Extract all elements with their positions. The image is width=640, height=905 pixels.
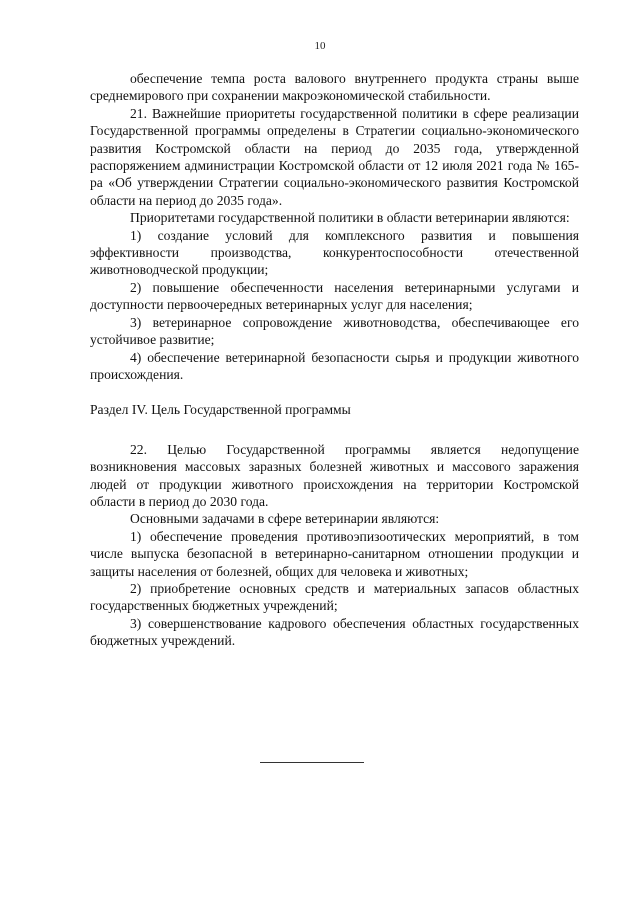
task-item-1: 1) обеспечение проведения противоэпизоотических мероприятий, в том числе выпуска безопасной в ветеринарно-санитарном отношении продукции и защиты населения от болезней, общих для человека и животных; — [90, 528, 579, 579]
task-item-3: 3) совершенствование кадрового обеспечения областных государственных бюджетных учреждений. — [90, 615, 579, 649]
priority-item-1: 1) создание условий для комплексного развития и повышения эффективности производства, конкурентоспособности отечественной животноводческой продукции; — [90, 227, 579, 278]
task-item-2: 2) приобретение основных средств и материальных запасов областных государственных бюджетных учреждений; — [90, 580, 579, 614]
page-number: 10 — [314, 40, 326, 52]
priority-item-4: 4) обеспечение ветеринарной безопасности сырья и продукции животного происхождения. — [90, 349, 579, 382]
priority-item-2: 2) повышение обеспеченности населения ветеринарными услугами и доступности первоочередных ветеринарных услуг для населения; — [90, 279, 579, 313]
paragraph-21: 21. Важнейшие приоритеты государственной политики в сфере реализации Государственной программы определены в Стратегии социально-экономического развития Костромской области на период до 2035 года, утвержденной распоряжением администрации Костромской области от 12 июля 2021 года № 165-ра «Об утверждении Стратегии социально-экономического развития Костромской области на период до 2035 года». — [90, 105, 579, 208]
end-divider — [260, 762, 364, 763]
paragraph-tasks-intro: Основными задачами в сфере ветеринарии являются: — [130, 511, 440, 527]
priority-item-3: 3) ветеринарное сопровождение животноводства, обеспечивающее его устойчивое развитие; — [90, 314, 579, 348]
section-heading: Раздел IV. Цель Государственной программы — [90, 402, 351, 418]
paragraph-continuation: обеспечение темпа роста валового внутреннего продукта страны выше среднемирового при сохранении макроэкономической стабильности. — [90, 71, 579, 104]
document-body — [90, 70, 579, 650]
paragraph-priorities-intro: Приоритетами государственной политики в области ветеринарии являются: — [130, 210, 570, 226]
paragraph-22: 22. Целью Государственной программы является недопущение возникновения массовых заразных болезней животных и массового заражения людей от продукции животного происхождения на территории Костромской области в период до 2030 года. — [90, 441, 579, 509]
